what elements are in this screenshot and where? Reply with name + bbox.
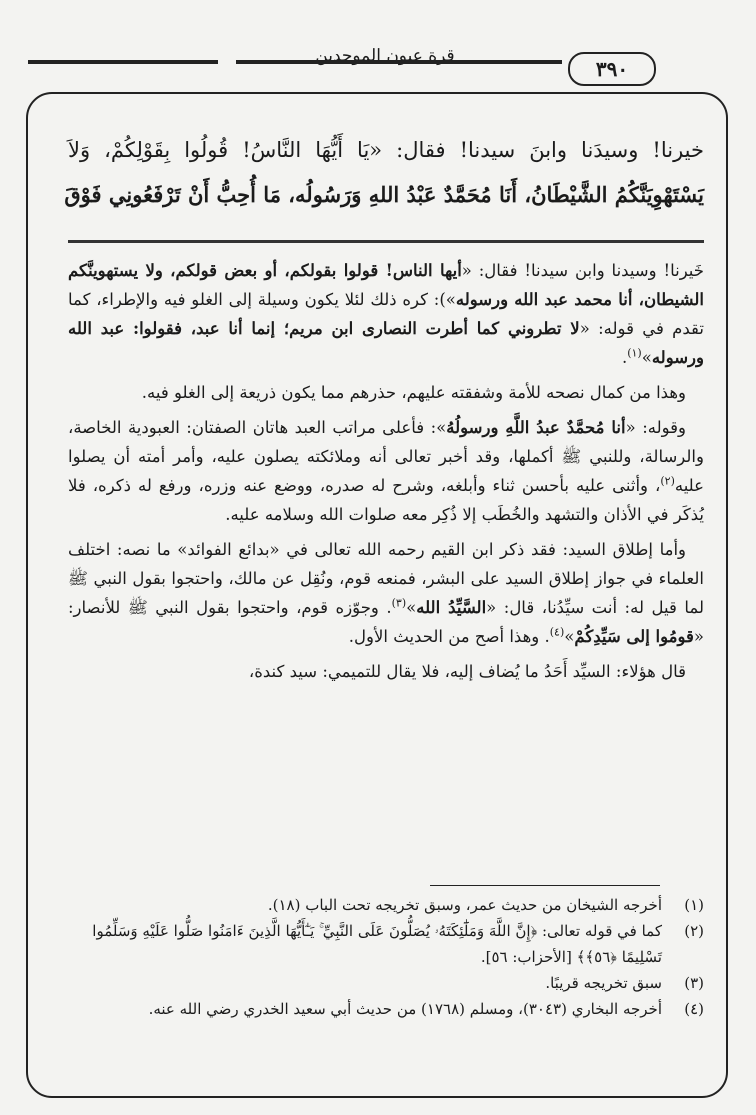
hadith-line-1-text: خيرنا! وسيدَنا وابنَ سيدنا! فقال: «يَا أَيُّهَا النَّاسُ! قُولُوا بِقَوْلِكُمْ، وَلاَ: [68, 138, 704, 162]
p4-quote-2: قومُوا إلى سَيِّدِكُمْ: [574, 627, 694, 646]
p1-text-c: »): كره ذلك لئلا يكون وسيلة إلى الغلو فيه والإطراء، كما تقدم في قوله: «: [68, 290, 704, 338]
page-number: ٣٩٠: [568, 52, 656, 86]
footnote-text: كما في قوله تعالى: ﴿إِنَّ اللَّهَ وَمَلَٰٓئِكَتَهُۥ يُصَلُّونَ عَلَى النَّبِيِّ ۚ يَـٰٓأَيُّهَا الَّذِينَ ءَامَنُوا صَلُّوا عَلَيْهِ وَسَلِّمُوا تَسْلِيمًا ﴿٥٦﴾﴾ [الأحزاب: ٥٦].: [92, 922, 662, 966]
footnote-number: (١): [684, 896, 704, 914]
p1-text-a: خَيرنا! وسيدنا وابن سيدنا! فقال: «: [461, 261, 704, 280]
footnote-ref-3[interactable]: (٣): [391, 596, 407, 610]
footnote-3: [68, 970, 704, 996]
p3-text-c: »: فأعلى مراتب العبد هاتان الصفتان: العبودية الخاصة، والرسالة، وللنبي ﷺ أكملها، وقد أخبر تعالى أنه وملائكته يصلون عليه، وأمر أمته أن يصلوا عليه: [68, 418, 704, 495]
footnote-number: (٤): [684, 1000, 704, 1018]
p4-text-a: وأما إطلاق السيد: فقد ذكر ابن القيم رحمه الله تعالى في «بدائع الفوائد» ما نصه: اختلف العلماء في جواز إطلاق السيد على البشر، فمنعه قوم، ونُقِل عن مالك، واحتجوا بقول النبي ﷺ لما قيل له: أنت سيِّدُنا، قال: «: [68, 540, 704, 617]
footnote-number: (٢): [684, 922, 704, 940]
footnote-number: (٣): [684, 974, 704, 992]
footnote-ref-4[interactable]: (٤): [549, 625, 565, 639]
footnote-1: [68, 892, 704, 918]
p4-text-d: . وجوّزه قوم، واحتجوا بقول النبي ﷺ للأنصار: «: [68, 598, 704, 646]
header-rule-left: [28, 60, 218, 64]
p3-text-d: ، وأثنى عليه بأحسن ثناء وأبلغه، وشرح له صدره، ووضع عنه وزره، ورفع له ذكره، فلا يُذكَر في الأذان والتشهد والخُطَب إلا ذُكِر معه صلوات الله وسلامه عليه.: [68, 476, 704, 524]
p4-text-f: »: [564, 627, 575, 646]
footnote-4: [68, 996, 704, 1022]
p3-quote: أنا مُحمَّدٌ عبدُ اللَّهِ ورسولُهُ: [446, 418, 626, 437]
hadith-line-2-text: يَسْتَهْوِيَنَّكُمُ الشَّيْطَانُ، أَنَا مُحَمَّدٌ عَبْدُ اللهِ وَرَسُولُه، مَا أُحِبُّ أَنْ تَرْفَعُونِي فَوْقَ: [64, 182, 704, 207]
paragraph-4: [68, 535, 704, 651]
hadith-line-1: [68, 138, 704, 162]
paragraph-3: [68, 413, 704, 529]
matn-separator: [68, 240, 704, 243]
paragraph-2: وهذا من كمال نصحه للأمة وشفقته عليهم، حذرهم مما يكون ذريعة إلى الغلو فيه.: [141, 383, 686, 402]
p4-text-c: »: [406, 598, 417, 617]
footnote-text: أخرجه البخاري (٣٠٤٣)، ومسلم (١٧٦٨) من حديث أبي سعيد الخدري رضي الله عنه.: [148, 1000, 662, 1018]
paragraph-1: [68, 256, 704, 372]
hadith-line-2: [64, 182, 704, 207]
footnotes: [68, 892, 704, 1022]
footnote-ref-2[interactable]: (٢): [660, 474, 675, 488]
p1-end: .: [621, 348, 628, 367]
header-rule-right: [236, 60, 562, 64]
footnote-text: سبق تخريجه قريبًا.: [545, 974, 662, 992]
paragraph-5: قال هؤلاء: السيِّد أَحَدُ ما يُضاف إليه، فلا يقال للتميمي: سيد كندة،: [248, 662, 686, 681]
footnote-text: أخرجه الشيخان من حديث عمر، وسبق تخريجه تحت الباب (١٨).: [267, 896, 662, 914]
p3-text-a: وقوله: «: [625, 418, 687, 437]
footnote-ref-1[interactable]: (١): [627, 346, 642, 360]
p4-quote: السَّيِّدُ الله: [416, 598, 487, 617]
p1-quote: أيها الناس! قولوا بقولكم، أو بعض قولكم، ولا يستهوينَّكم الشيطان، أنا محمد عبد الله ورسوله: [68, 261, 704, 309]
footnote-2: [68, 918, 704, 970]
p1-text-e: »: [641, 348, 652, 367]
footnote-rule: [430, 885, 660, 886]
p1-quote-2: لا تطروني كما أطرت النصارى ابن مريم؛ إنما أنا عبد، فقولوا: عبد الله ورسوله: [68, 319, 704, 367]
p4-text-g: . وهذا أصح من الحديث الأول.: [348, 627, 550, 646]
running-title: قرة عيون الموحدين: [315, 46, 455, 66]
commentary: [68, 256, 704, 692]
